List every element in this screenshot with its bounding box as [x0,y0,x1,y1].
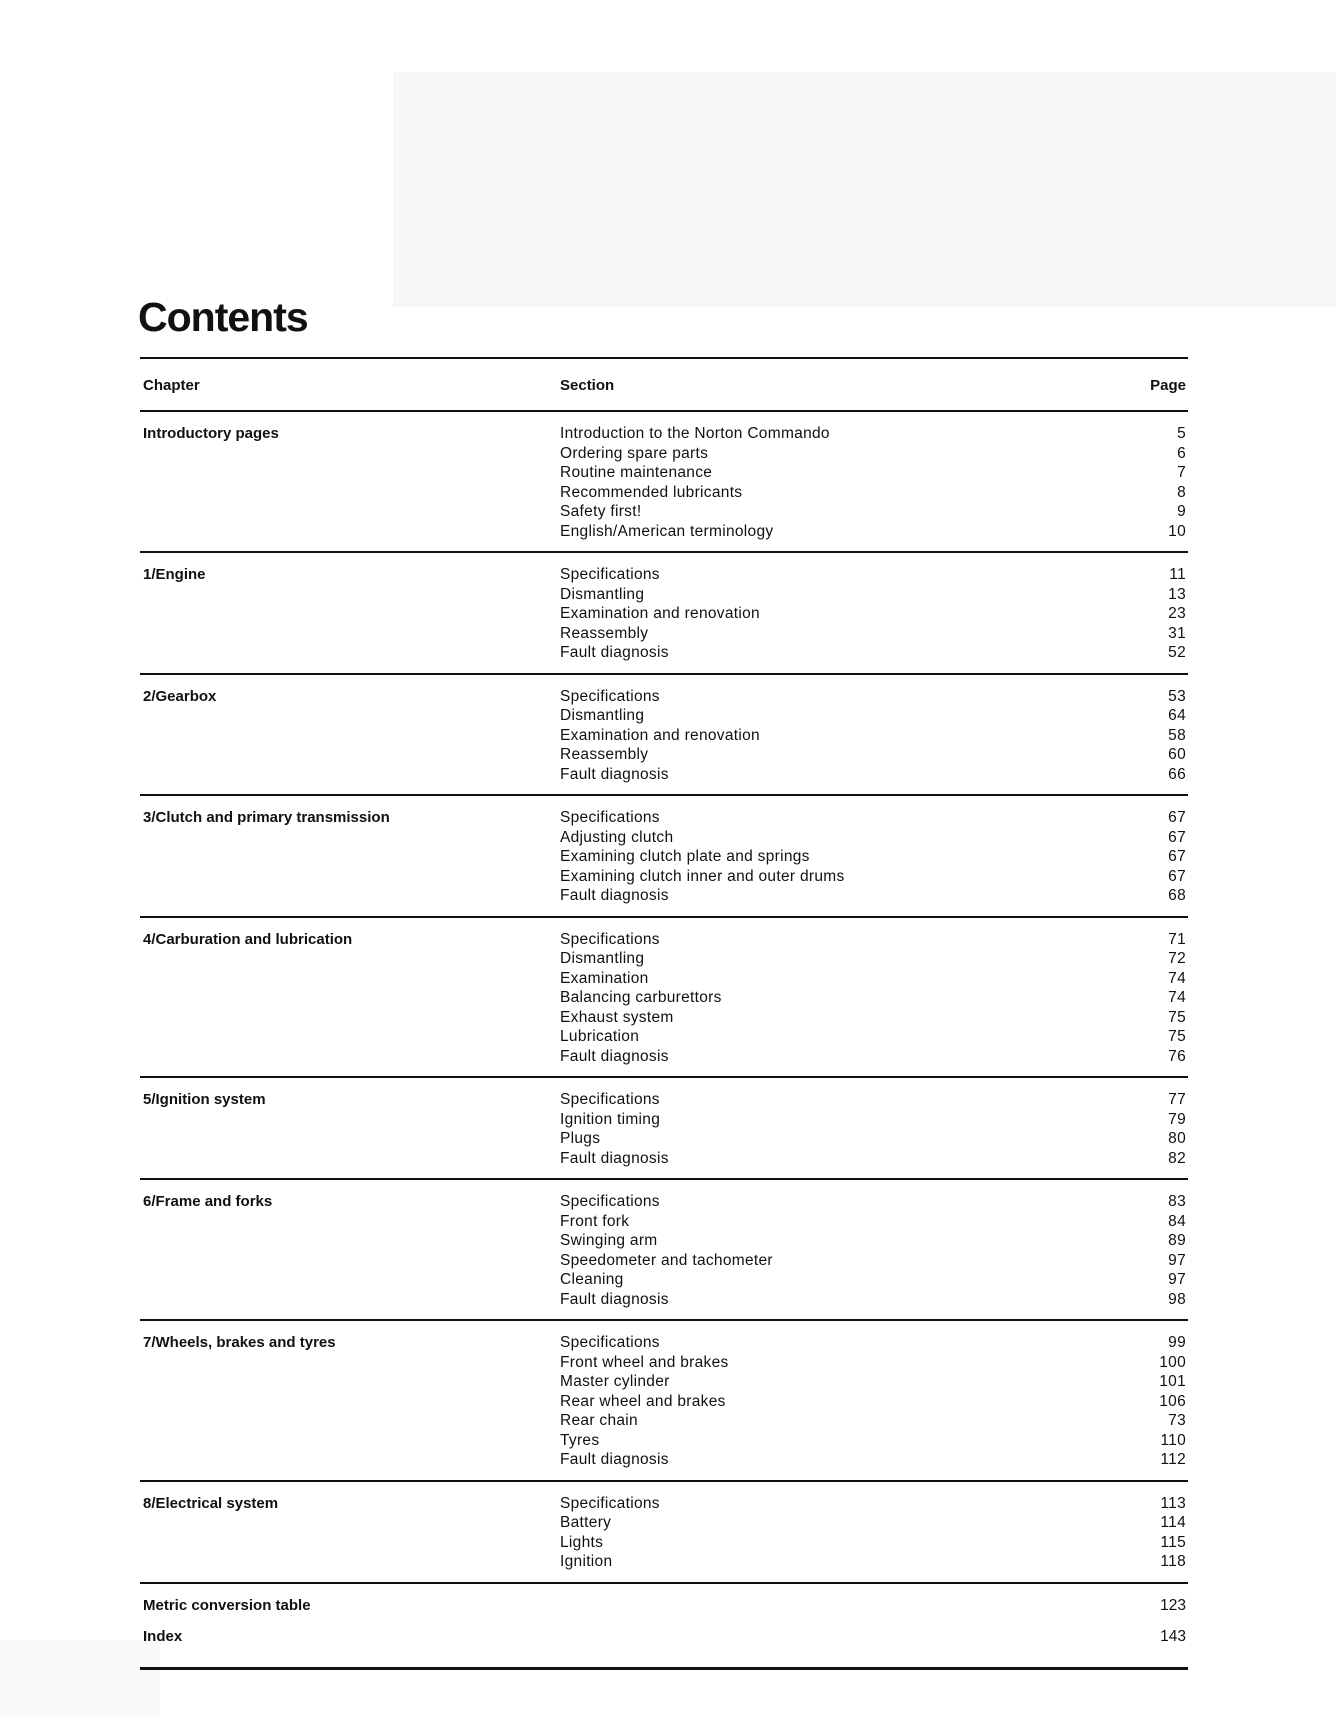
section-title: Front wheel and brakes [560,1353,729,1371]
page-number: 114 [1160,1514,1186,1531]
section-title: Fault diagnosis [560,644,669,661]
section-entry [560,1494,1188,1514]
section-entry [560,969,1188,989]
chapter-group [140,1078,1188,1178]
page-number: 99 [1168,1334,1186,1351]
chapter-column-header: Chapter [143,377,200,394]
page-number: 79 [1168,1110,1186,1128]
section-entry [560,565,1188,585]
chapter-group [140,1482,1188,1582]
section-entry [560,1270,1188,1290]
section-list [560,1494,1188,1572]
section-title: Specifications [560,687,660,705]
page-number: 98 [1168,1290,1186,1308]
section-column-header: Section [560,377,615,394]
section-title: Examination and renovation [560,605,760,622]
section-entry [560,726,1188,746]
section-title: Fault diagnosis [560,1149,669,1167]
section-title: Specifications [560,1193,660,1210]
page-number: 74 [1168,989,1186,1006]
section-entry [560,1192,1188,1212]
section-entry [560,949,1188,969]
section-entry [560,1047,1188,1067]
page-number: 100 [1159,1353,1186,1371]
page-number: 112 [1160,1451,1186,1468]
section-title: Dismantling [560,707,645,724]
section-entry [560,1333,1188,1353]
chapter-group [140,412,1188,551]
extra-row-name: Metric conversion table [143,1596,311,1614]
section-entry [560,687,1188,707]
section-entry [560,1110,1188,1130]
section-title: Front fork [560,1212,630,1230]
page-number: 7 [1177,464,1186,481]
section-entry [560,1431,1188,1451]
chapter-name: 7/Wheels, brakes and tyres [143,1334,336,1351]
section-title: Ordering spare parts [560,444,709,462]
section-title: Specifications [560,566,660,583]
section-title: Examining clutch inner and outer drums [560,867,845,885]
page-column-header: Page [1150,377,1186,394]
section-entry [560,1533,1188,1553]
page-number: 60 [1168,746,1186,763]
section-list [560,808,1188,906]
page-number: 53 [1168,687,1186,705]
section-entry [560,930,1188,950]
section-title: Battery [560,1514,612,1531]
section-entry [560,1008,1188,1028]
chapter-name: 1/Engine [143,566,206,583]
page-number: 31 [1168,624,1186,642]
page-number: 64 [1168,707,1186,724]
section-entry [560,624,1188,644]
section-title: Balancing carburettors [560,989,722,1006]
section-entry [560,765,1188,785]
section-list [560,424,1188,541]
section-entry [560,585,1188,605]
extra-row-name: Index [143,1628,183,1645]
chapter-name: 3/Clutch and primary transmission [143,809,390,826]
section-list [560,930,1188,1067]
section-entry [560,1149,1188,1169]
section-title: Examination [560,969,649,987]
section-entry [560,604,1188,624]
page-number: 67 [1168,828,1186,846]
section-title: Specifications [560,1334,660,1351]
background-shade [393,72,1336,307]
page-number: 80 [1168,1130,1186,1147]
section-title: Fault diagnosis [560,887,669,904]
section-title: Lubrication [560,1028,640,1045]
page-number: 71 [1168,930,1186,948]
section-entry [560,1552,1188,1572]
section-entry [560,1450,1188,1470]
section-entry [560,867,1188,887]
table-bottom-rule [140,1667,1188,1670]
section-entry [560,1372,1188,1392]
section-entry [560,808,1188,828]
section-entry [560,502,1188,522]
section-title: Specifications [560,1091,660,1108]
page-number: 118 [1160,1553,1186,1570]
section-title: Rear chain [560,1412,638,1429]
page-number: 97 [1168,1251,1186,1269]
section-list [560,1192,1188,1309]
section-entry [560,643,1188,663]
section-entry [560,1251,1188,1271]
section-entry [560,424,1188,444]
section-title: Speedometer and tachometer [560,1251,773,1269]
section-title: Reassembly [560,624,649,642]
chapter-group [140,796,1188,916]
section-title: Ignition [560,1553,613,1570]
section-title: Examining clutch plate and springs [560,848,810,865]
page-number: 68 [1168,887,1186,904]
section-entry [560,483,1188,503]
section-entry [560,444,1188,464]
chapter-name: 4/Carburation and lubrication [143,930,353,948]
section-entry [560,1392,1188,1412]
section-title: Specifications [560,1494,660,1512]
section-title: Routine maintenance [560,464,713,481]
page-number: 89 [1168,1232,1186,1249]
section-title: Fault diagnosis [560,1290,669,1308]
section-entry [560,1090,1188,1110]
section-list [560,687,1188,785]
page-number: 58 [1168,726,1186,744]
chapter-group [140,675,1188,795]
section-title: Fault diagnosis [560,1047,669,1065]
section-entry [560,1353,1188,1373]
section-title: English/American terminology [560,522,774,540]
page-number: 84 [1168,1212,1186,1230]
page-number: 77 [1168,1091,1186,1108]
page-number: 67 [1168,848,1186,865]
page-number: 75 [1168,1008,1186,1026]
chapter-group [140,1180,1188,1319]
section-title: Swinging arm [560,1232,658,1249]
page-number: 110 [1160,1431,1186,1449]
extra-rows [140,1584,1188,1647]
section-title: Recommended lubricants [560,483,743,501]
chapter-group [140,553,1188,673]
section-title: Tyres [560,1431,600,1449]
page-number: 5 [1177,425,1186,442]
page-number: 11 [1169,566,1186,583]
section-entry [560,1290,1188,1310]
section-title: Specifications [560,809,660,826]
page-number: 67 [1168,809,1186,826]
contents-table [140,357,1188,1670]
section-entry [560,522,1188,542]
extra-row [140,1615,1188,1647]
page-number: 8 [1177,483,1186,501]
section-title: Cleaning [560,1271,624,1288]
section-title: Specifications [560,930,660,948]
page-number: 73 [1168,1412,1186,1429]
background-shade-corner [0,1640,160,1717]
chapter-name: Introductory pages [143,425,279,442]
page-number: 72 [1168,950,1186,967]
page-number: 13 [1168,585,1186,603]
page-number: 10 [1168,522,1186,540]
section-entry [560,847,1188,867]
section-title: Master cylinder [560,1373,670,1390]
section-list [560,1333,1188,1470]
chapter-name: 6/Frame and forks [143,1193,273,1210]
chapter-name: 2/Gearbox [143,687,217,705]
page-number: 66 [1168,765,1186,783]
page-number: 143 [1160,1628,1186,1645]
section-title: Reassembly [560,746,649,763]
section-title: Dismantling [560,585,645,603]
section-title: Rear wheel and brakes [560,1392,726,1410]
section-entry [560,1513,1188,1533]
section-entry [560,828,1188,848]
section-title: Plugs [560,1130,601,1147]
section-title: Introduction to the Norton Commando [560,425,830,442]
page-number: 113 [1160,1494,1186,1512]
section-entry [560,1212,1188,1232]
section-list [560,565,1188,663]
page-number: 106 [1159,1392,1186,1410]
page-number: 6 [1177,444,1186,462]
section-entry [560,463,1188,483]
section-entry [560,1129,1188,1149]
chapter-groups [140,412,1188,1584]
section-title: Safety first! [560,503,642,520]
section-title: Examination and renovation [560,726,760,744]
section-list [560,1090,1188,1168]
section-title: Ignition timing [560,1110,661,1128]
section-title: Fault diagnosis [560,765,669,783]
section-entry [560,745,1188,765]
page-number: 52 [1168,644,1186,661]
chapter-name: 8/Electrical system [143,1494,279,1512]
section-entry [560,706,1188,726]
chapter-name: 5/Ignition system [143,1091,266,1108]
page-number: 123 [1160,1596,1186,1614]
header-row [140,359,1188,410]
section-title: Lights [560,1533,604,1551]
section-title: Fault diagnosis [560,1451,669,1468]
chapter-group [140,918,1188,1077]
section-title: Exhaust system [560,1008,674,1026]
section-entry [560,988,1188,1008]
section-title: Adjusting clutch [560,828,674,846]
page-title: Contents [138,294,308,340]
section-entry [560,1411,1188,1431]
page-number: 115 [1160,1533,1186,1551]
section-entry [560,1231,1188,1251]
section-entry [560,886,1188,906]
page-number: 83 [1168,1193,1186,1210]
page-number: 74 [1168,969,1186,987]
page-number: 76 [1168,1047,1186,1065]
page-number: 82 [1168,1149,1186,1167]
page-number: 23 [1168,605,1186,622]
page-number: 101 [1159,1373,1186,1390]
section-title: Dismantling [560,950,645,967]
chapter-group [140,1321,1188,1480]
page-number: 67 [1168,867,1186,885]
extra-row [140,1584,1188,1616]
page-number: 9 [1177,503,1186,520]
page-number: 97 [1168,1271,1186,1288]
page-number: 75 [1168,1028,1186,1045]
section-entry [560,1027,1188,1047]
